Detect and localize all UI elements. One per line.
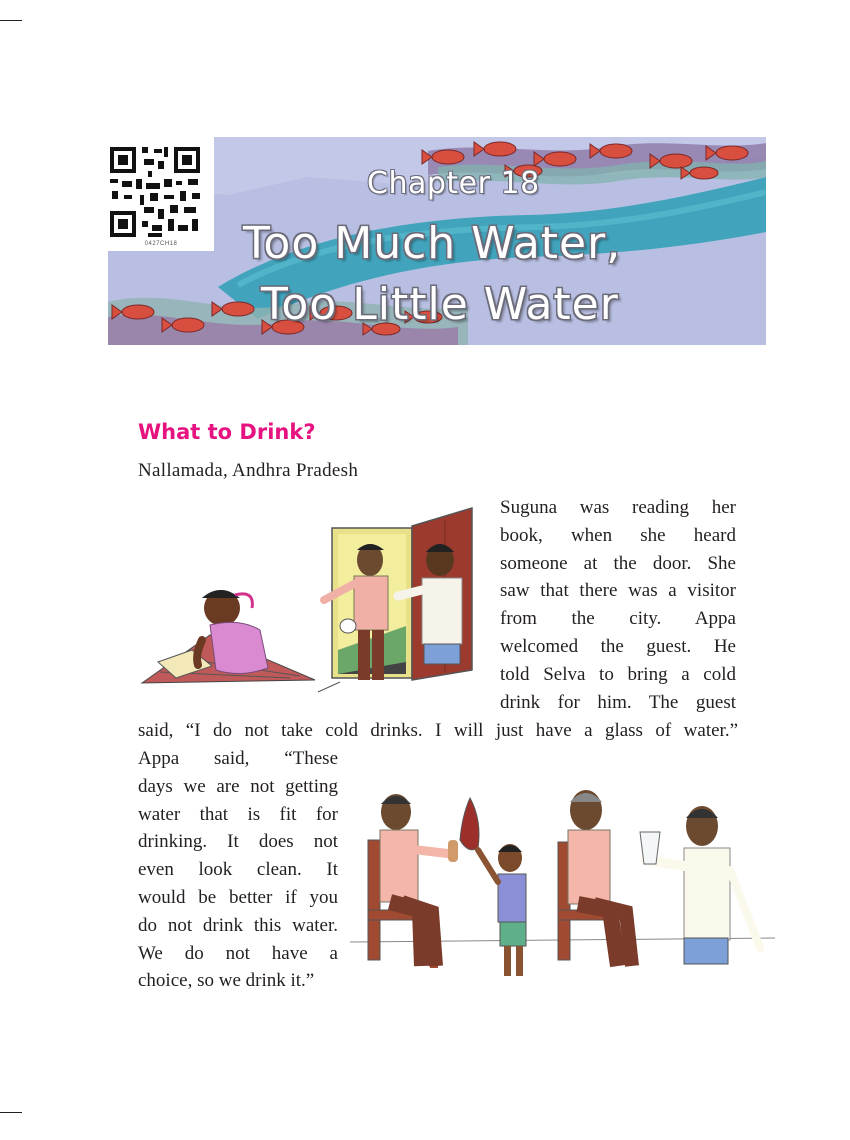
paragraph-1-line: from the city. Appa bbox=[500, 608, 736, 630]
paragraph-1-line: Suguna was reading her bbox=[500, 497, 736, 518]
paragraph-2-line: even look clean. It bbox=[138, 859, 338, 881]
door-visitor-illustration bbox=[140, 500, 480, 695]
qr-code-box bbox=[108, 137, 214, 251]
qr-code-id: 0427CH18 bbox=[144, 241, 178, 247]
paragraph-1-line: saw that there was a visitor bbox=[500, 580, 736, 602]
chapter-label: Chapter 18 bbox=[367, 166, 540, 201]
paragraph-2-line: We do not have a bbox=[138, 942, 338, 964]
paragraph-2-line: choice, so we drink it.” bbox=[138, 970, 315, 992]
paragraph-2-line: days we are not getting bbox=[138, 775, 338, 797]
chapter-title-line-2: Too Little Water bbox=[261, 279, 619, 330]
paragraph-2-line: would be better if you bbox=[138, 886, 338, 908]
qr-code-icon bbox=[108, 145, 214, 241]
location-line: Nallamada, Andhra Pradesh bbox=[138, 460, 359, 481]
paragraph-1-line: told Selva to bring a cold bbox=[500, 663, 736, 685]
paragraph-2-line: water that is fit for bbox=[138, 803, 338, 825]
section-heading: What to Drink? bbox=[138, 420, 316, 444]
paragraph-2-line: drinking. It does not bbox=[138, 831, 338, 853]
paragraph-1 bbox=[500, 494, 736, 716]
paragraph-2-line: Appa said, “These bbox=[138, 748, 338, 769]
paragraph-2 bbox=[138, 745, 338, 995]
paragraph-1-line: drink for him. The guest bbox=[500, 691, 736, 713]
paragraph-1-line: book, when she heard bbox=[500, 524, 736, 546]
paragraph-1-line: welcomed the guest. He bbox=[500, 635, 736, 657]
crop-mark-top bbox=[0, 20, 22, 21]
drink-water-illustration bbox=[350, 770, 775, 985]
paragraph-1-full-width-line: said, “I do not take cold drinks. I will just have a glass of water.” bbox=[138, 720, 738, 741]
crop-mark-bottom bbox=[0, 1112, 22, 1113]
chapter-title-line-1: Too Much Water, bbox=[243, 218, 622, 269]
paragraph-2-line: do not drink this water. bbox=[138, 914, 338, 936]
paragraph-1-line: someone at the door. She bbox=[500, 552, 736, 574]
